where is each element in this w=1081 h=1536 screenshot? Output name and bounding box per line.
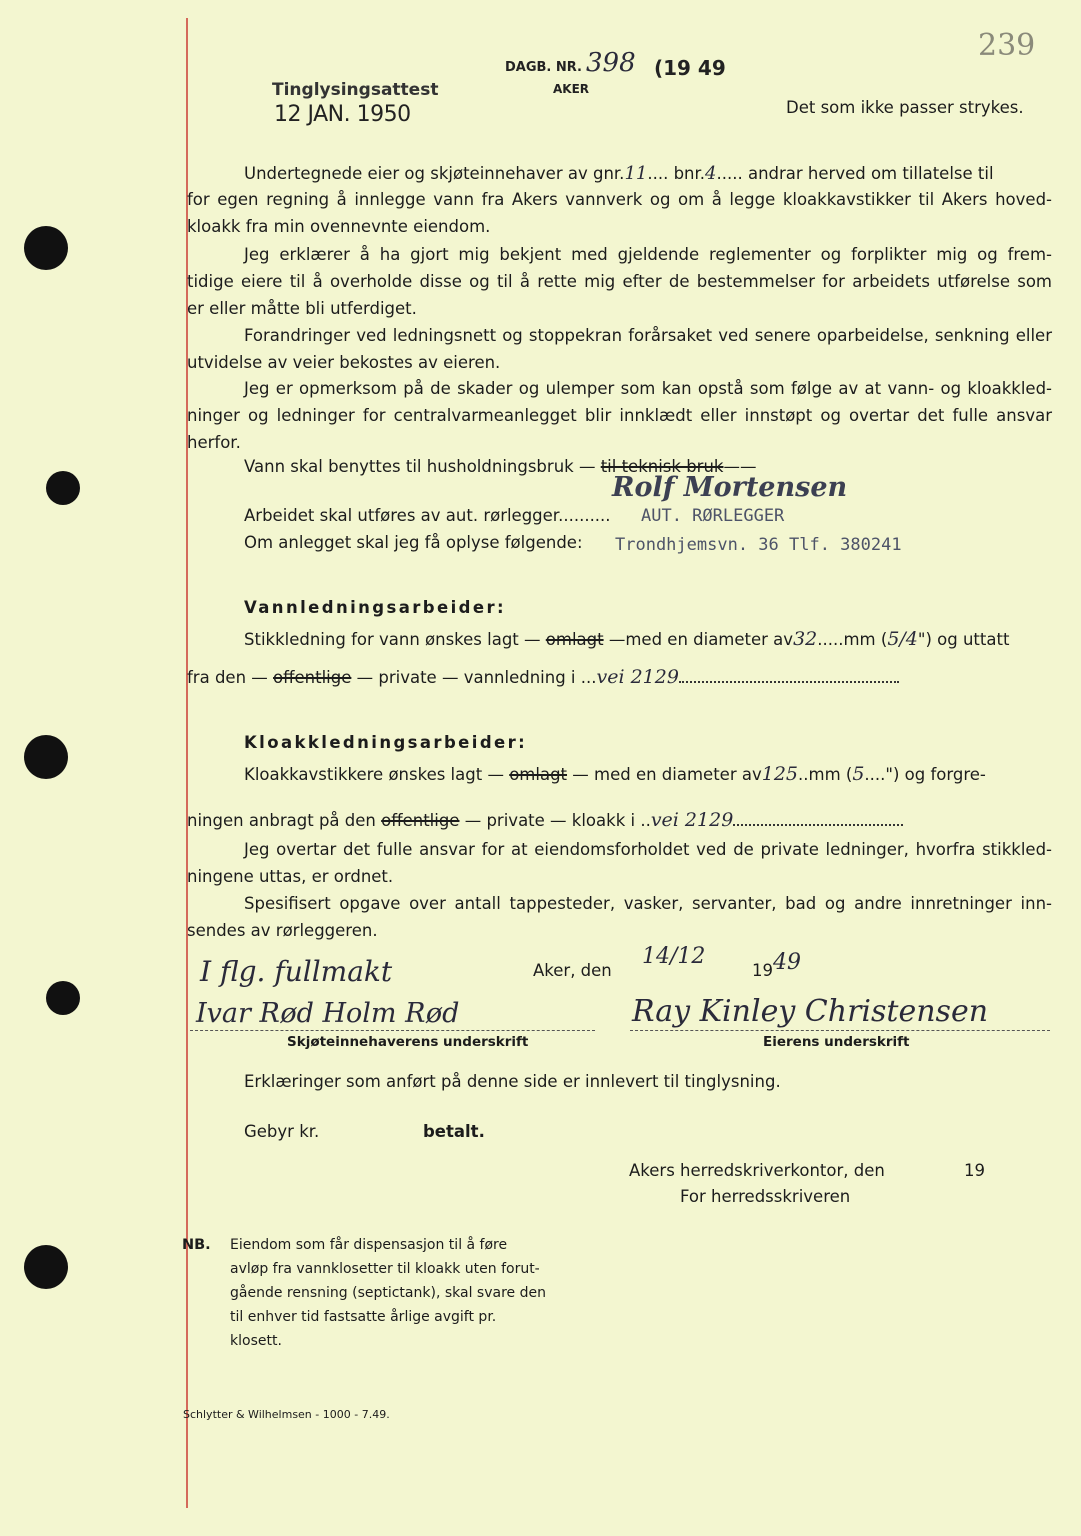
place-label: Aker, den — [533, 961, 612, 980]
sewer-line1: Kloakkavstikkere ønskes lagt — omlagt — med en diameter av125..mm (5....") og forgre- — [244, 763, 986, 785]
nb-line: Eiendom som får dispensasjon til å føre — [230, 1237, 508, 1253]
text-line: er eller måtte bli utferdiget. — [187, 299, 417, 318]
text-line: tidige eiere til å overholde disse og til å rette mig efter de bestemmelser for arbeidets utførelse som — [187, 272, 1052, 291]
nb-note — [182, 1233, 562, 1353]
nb-line: til enhver tid fastsatte årlige avgift pr. klosett. — [230, 1309, 497, 1349]
for-office-text: For herredsskriveren — [680, 1187, 851, 1206]
registration-stamp-date: 12 JAN. 1950 — [274, 102, 411, 127]
water-heading: Vannledningsarbeider: — [244, 598, 506, 617]
text-line: kloakk fra min ovennevnte eiendom. — [187, 217, 491, 236]
sewer-heading: Kloakkledningsarbeider: — [244, 733, 528, 752]
text-line: Jeg erklærer å ha gjort mig bekjent med gjeldende reglementer og forplikter mig og frem- — [244, 245, 1052, 264]
p4 — [187, 375, 1052, 456]
nb-line: gående rensning (septictank), skal svare den — [230, 1285, 546, 1301]
nb-label: NB. — [182, 1237, 211, 1253]
office-year: 19 — [964, 1161, 985, 1180]
instruction-text: Det som ikke passer strykes. — [786, 98, 1024, 117]
owner-signature: Ray Kinley Christensen — [632, 994, 989, 1029]
p5 — [187, 836, 1052, 890]
text-line: ningene uttas, er ordnet. — [187, 867, 394, 886]
p1-line1: Undertegnede eier og skjøteinnehaver av gnr.11.... bnr.4..... andrar herved om tillatelse til — [244, 163, 994, 184]
inform-line: Om anlegget skal jeg få oplyse følgende: — [244, 533, 583, 552]
aker-label: AKER — [553, 82, 590, 96]
water-use-line: Vann skal benyttes til husholdningsbruk — til teknisk bruk—— — [244, 457, 757, 476]
text-line: ninger og ledninger for centralvarmeanlegget blir innklædt eller innstøpt og overtar det fulle ansvar — [187, 406, 1052, 425]
plumber-stamp-address: Trondhjemsvn. 36 Tlf. 380241 — [615, 535, 902, 555]
date-handwriting: 14/12 — [642, 944, 706, 969]
signature-line-right — [630, 1030, 1050, 1031]
plumber-line: Arbeidet skal utføres av aut. rørlegger.......... — [244, 506, 611, 525]
punch-hole — [24, 1245, 68, 1289]
year-handwriting: 49 — [773, 950, 801, 975]
text-line: Jeg er opmerksom på de skader og ulemper som kan opstå som følge av at vann- og kloakkled- — [244, 379, 1052, 398]
signature-line-left — [190, 1030, 595, 1031]
office-text: Akers herredskriverkontor, den — [629, 1161, 885, 1180]
dagb-label: DAGB. NR. — [505, 60, 582, 75]
water-line2: fra den — offentlige — private — vannledning i ...vei 2129 — [187, 666, 899, 688]
text-line: Spesifisert opgave over antall tappesteder, vasker, servanter, bad og andre innretninger inn- — [244, 894, 1052, 913]
registration-stamp-label: Tinglysingsattest — [272, 80, 439, 100]
declaration-text: Erklæringer som anført på denne side er innlevert til tinglysning. — [244, 1072, 781, 1091]
printer-imprint: Schlytter & Wilhelmsen - 1000 - 7.49. — [183, 1408, 390, 1421]
text-line: Forandringer ved ledningsnett og stoppekran forårsaket ved senere oparbeidelse, senkning eller — [244, 326, 1052, 345]
p3 — [187, 322, 1052, 376]
nb-line: avløp fra vannklosetter til kloakk uten forut- — [230, 1261, 540, 1277]
left-signature-caption: Skjøteinnehaverens underskrift — [287, 1034, 529, 1050]
year-prefix: 19 — [752, 961, 773, 980]
dagb-year: (19 49 — [654, 56, 726, 80]
punch-hole — [46, 471, 80, 505]
text-line: utvidelse av veier bekostes av eieren. — [187, 353, 501, 372]
plumber-stamp-title: AUT. RØRLEGGER — [641, 506, 785, 526]
plumber-stamp-name: Rolf Mortensen — [612, 472, 848, 503]
text-line: herfor. — [187, 433, 241, 452]
proxy-signature: Ivar Rød Holm Rød — [196, 998, 460, 1029]
right-signature-caption: Eierens underskrift — [763, 1034, 910, 1050]
proxy-handwriting: I flg. fullmakt — [200, 955, 393, 988]
text-line: for egen regning å innlegge vann fra Akers vannverk og om å legge kloakkavstikker til Akers hoved- — [187, 190, 1052, 209]
paid-label: betalt. — [423, 1122, 485, 1141]
sewer-line2: ningen anbragt på den offentlige — private — kloakk i ..vei 2129 — [187, 809, 903, 831]
fee-label: Gebyr kr. — [244, 1122, 320, 1141]
p6 — [187, 890, 1052, 944]
dagb-number: 398 — [586, 48, 636, 78]
text-line: Jeg overtar det fulle ansvar for at eiendomsforholdet ved de private ledninger, hvorfra stikkled- — [244, 840, 1052, 859]
p1-rest — [187, 186, 1052, 240]
punch-hole — [24, 226, 68, 270]
punch-hole — [46, 981, 80, 1015]
text-line: sendes av rørleggeren. — [187, 921, 378, 940]
punch-hole — [24, 735, 68, 779]
p2 — [187, 241, 1052, 322]
page-number: 239 — [978, 28, 1036, 63]
water-line1: Stikkledning for vann ønskes lagt — omlagt —med en diameter av32.....mm (5/4") og uttatt — [244, 628, 1010, 650]
